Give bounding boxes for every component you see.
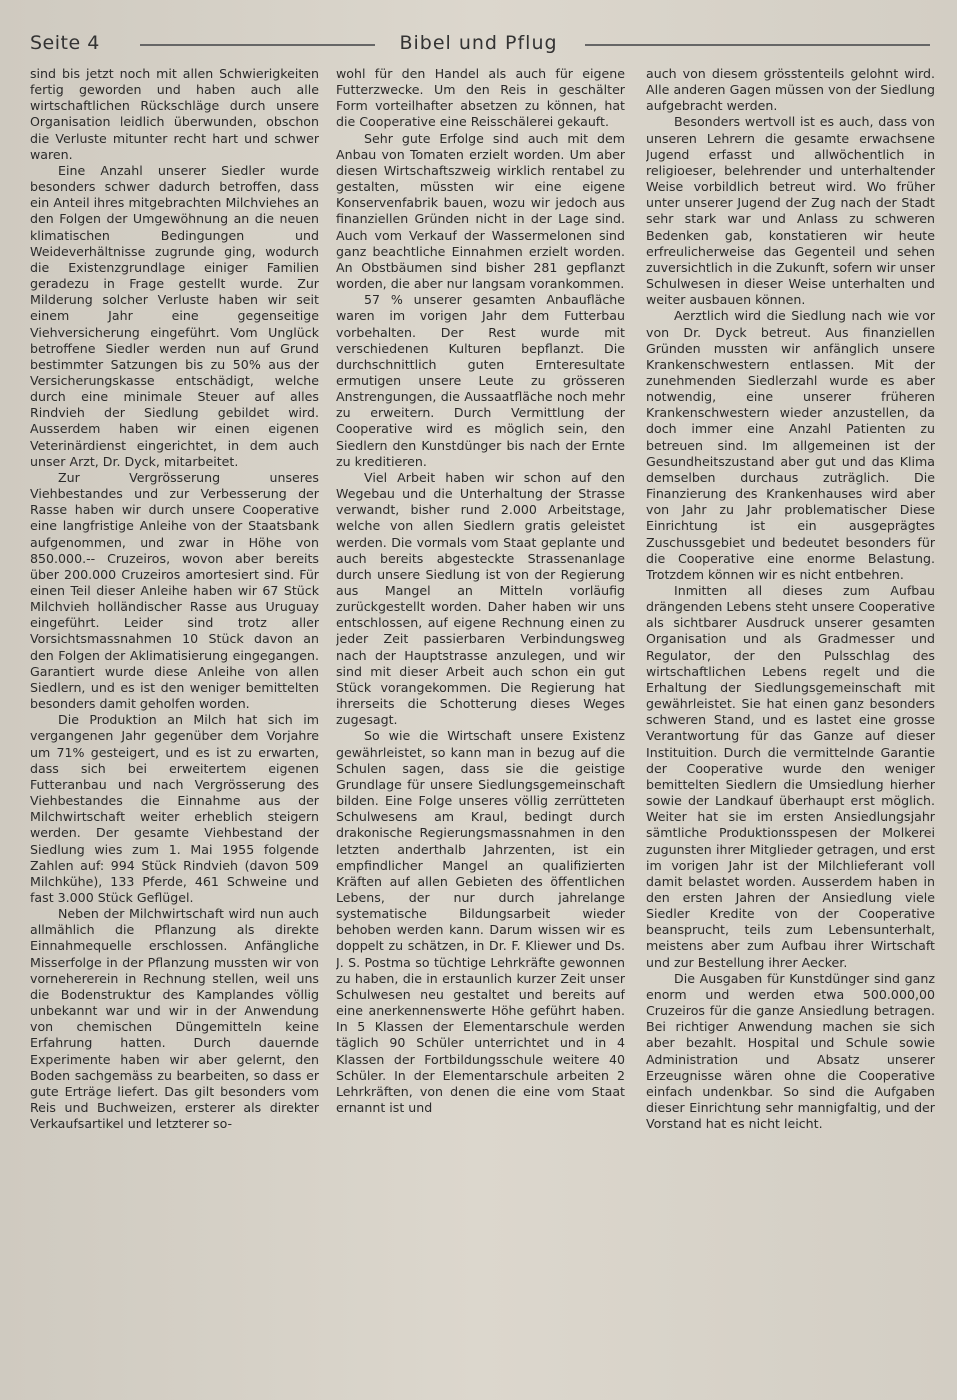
- text-column-1: [30, 66, 319, 1391]
- paragraph: Viel Arbeit haben wir schon auf den Wegebau und die Unterhaltung der Strasse verwandt, bisher rund 2.000 Arbeitstage, welche von allen Siedlern gratis geleistet werden. Die vormals vom Staat geplante und auch bereits abgesteckte Strassenanlage durch unsere Siedlung ist von der Regierung aus Mangel an Mitteln vorläufig zurückgestellt worden. Daher haben wir uns entschlossen, auf eigene Rechnung einen zu jeder Zeit passierbaren Verbindungsweg nach der Hauptstrasse anzulegen, und wir sind mit dieser Arbeit auch schon ein gut Stück vorangekommen. Die Regierung hat ihrerseits die Schotterung dieses Weges zugesagt.: [336, 469, 625, 728]
- publication-title: Bibel und Pflug: [399, 32, 558, 54]
- paragraph: So wie die Wirtschaft unsere Existenz gewährleistet, so kann man in bezug auf die Schulen sagen, dass sie die geistige Grundlage für unsere Siedlungsgemeinschaft bilden. Eine Folge unseres völlig zerrütteten Schulwesens am Kraul, bedingt durch drakonische Regierungsmassnahmen in den letzten anderthalb Jahrzenten, ist ein empfindlicher Mangel an qualifizierten Kräften auf allen Gebieten des öffentlichen Lebens, der nur durch jahrelange systematische Bildungsarbeit wieder behoben werden kann. Darum wissen wir es doppelt zu schätzen, in Dr. F. Kliewer und Ds. J. S. Postma so tüchtige Lehrkräfte gewonnen zu haben, die in erstaunlich kurzer Zeit unser Schulwesen neu gestaltet und bereits auf eine anerkennenswerte Höhe geführt haben. In 5 Klassen der Elementarschule werden täglich 90 Schüler unterrichtet und in 4 Klassen der Fortbildungsschule weitere 40 Schüler. In der Elementarschule arbeiten 2 Lehrkräften, von denen die eine vom Staat ernannt ist und: [336, 728, 625, 1115]
- paragraph: Aerztlich wird die Siedlung nach wie vor von Dr. Dyck betreut. Aus finanziellen Gründen mussten wir anfänglich unsere Krankenschwestern entlassen. Mit der zunehmenden Siedlerzahl wurde es aber notwendig, eine unserer früheren Krankenschwestern wieder anzustellen, da doch immer eine Anzahl Patienten zu betreuen sind. Im allgemeinen ist der Gesundheitszustand aber gut und das Klima demselben durchaus zuträglich. Die Finanzierung des Krankenhauses wird aber von Jahr zu Jahr problematischer Diese Einrichtung ist ein ausgeprägtes Zuschussgebiet und bedeutet besonders für die Cooperative eine enorme Belastung. Trotzdem können wir es nicht entbehren.: [646, 308, 935, 582]
- paragraph: sind bis jetzt noch mit allen Schwierigkeiten fertig geworden und haben auch alle wirtschaftlichen Rückschläge durch unsere Organisation leidlich überwunden, obschon die Verluste mitunter recht hart und schwer waren.: [30, 66, 319, 162]
- paragraph: auch von diesem grösstenteils gelohnt wird. Alle anderen Gagen müssen von der Siedlung aufgebracht werden.: [646, 66, 935, 114]
- paragraph: Inmitten all dieses zum Aufbau drängenden Lebens steht unsere Cooperative als sichtbarer Ausdruck unserer gesamten Organisation und als Gradmesser und Regulator, der den Pulsschlag des wirtschaftlichen Lebens regelt und die Erhaltung der Siedlungsgemeinschaft mit gewährleistet. Sie hat einen ganz besonders schweren Stand, und es lastet eine grosse Verantwortung für das Ganze auf dieser Instituition. Durch die vermittelnde Garantie der Cooperative wurde den weniger bemittelten Siedlern die Umsiedlung hierher sowie der Landkauf überhaupt erst möglich. Weiter hat sie im ersten Ansiedlungsjahr sämtliche Produktionsspesen der Molkerei zugunsten ihrer Mitglieder getragen, und erst im vorigen Jahr ist der Milchlieferant voll damit belastet worden. Ausserdem haben in den ersten Jahren der Ansiedlung viele Siedler Kredite von der Cooperative beansprucht, teils zum Lebensunterhalt, meistens aber zum Aufbau ihrer Wirtschaft und zur Bestellung ihrer Aecker.: [646, 583, 935, 970]
- page-number: Seite 4: [30, 32, 100, 54]
- header-rule-left: [140, 44, 375, 46]
- paragraph: Eine Anzahl unserer Siedler wurde besonders schwer dadurch betroffen, dass ein Anteil ihres mitgebrachten Milchviehes an den Folgen der Umgewöhnung an die neuen klimatischen Bedingungen und Weideverhältnisse zugrunde ging, wodurch die Existenzgrundlage einiger Familien geradezu in Frage gestellt wurde. Zur Milderung solcher Verluste haben wir seit einem Jahr eine gegenseitige Viehversicherung eingeführt. Vom Unglück betroffene Siedler werden nun auf Grund bestimmter Satzungen bis zu 50% aus der Versicherungskasse entschädigt, welche durch eine minimale Steuer auf alles Rindvieh der Siedlung gebildet wird. Ausserdem haben wir einen eigenen Veterinärdienst eingerichtet, in dem auch unser Arzt, Dr. Dyck, mitarbeitet.: [30, 162, 319, 469]
- text-column-3: [646, 66, 935, 1391]
- article-body: [30, 66, 935, 1391]
- text-column-2: [336, 66, 625, 1391]
- paragraph: Besonders wertvoll ist es auch, dass von unseren Lehrern die gesamte erwachsene Jugend erfasst und allwöchentlich in religioeser, belehrender und unterhaltender Weise vorbildlich betreut wird. Wo früher unter unserer Jugend der Zug nach der Stadt sehr stark war und Anlass zu schweren Bedenken gab, konstatieren wir heute erfreulicherweise das Gegenteil und sehen zuversichtlich in die Zukunft, sofern wir unser Schulwesen in dieser Weise unterhalten und weiter ausbauen können.: [646, 114, 935, 308]
- paragraph: Die Produktion an Milch hat sich im vergangenen Jahr gegenüber dem Vorjahre um 71% gesteigert, und es ist zu erwarten, dass sich bei erweitertem eigenen Futteranbau und nach Vergrösserung des Viehbestandes die Einnahme aus der Milchwirtschaft weiter erheblich steigern werden. Der gesamte Viehbestand der Siedlung wies zum 1. Mai 1955 folgende Zahlen auf: 994 Stück Rindvieh (davon 509 Milchkühe), 133 Pferde, 461 Schweine und fast 3.000 Stück Geflügel.: [30, 712, 319, 905]
- paragraph: 57 % unserer gesamten Anbaufläche waren im vorigen Jahr dem Futterbau vorbehalten. Der Rest wurde mit verschiedenen Kulturen bepflanzt. Die durchschnittlich guten Ernteresultate ermutigen unsere Leute zu grösseren Anstrengungen, die Aussaatfläche noch mehr zu erweitern. Durch Vermittlung der Cooperative wird es möglich sein, den Siedlern den Kunstdünger bis nach der Ernte zu kreditieren.: [336, 292, 625, 469]
- paragraph: Sehr gute Erfolge sind auch mit dem Anbau von Tomaten erzielt worden. Um aber diesen Wirtschaftszweig wirklich rentabel zu gestalten, müssten wir eine eigene Konservenfabrik bauen, wozu wir jedoch aus finanziellen Gründen nicht in der Lage sind. Auch vom Verkauf der Wassermelonen sind ganz beachtliche Einnahmen erzielt worden. An Obstbäumen sind bisher 281 gepflanzt worden, die aber nur langsam vorankommen.: [336, 130, 625, 292]
- paragraph: Neben der Milchwirtschaft wird nun auch allmählich die Pflanzung als direkte Einnahmequelle erschlossen. Anfängliche Misserfolge in der Pflanzung mussten wir von vornehererein in Rechnung stellen, weil uns die Bodenstruktur des Kamplandes völlig unbekannt war und wir in der Anwendung von chemischen Düngemitteln keine Erfahrung hatten. Durch dauernde Experimente haben wir aber gelernt, den Boden sachgemäss zu bearbeiten, so dass er gute Erträge liefert. Das gilt besonders vom Reis und Buchweizen, ersterer als direkter Verkaufsartikel und letzterer so-: [30, 906, 319, 1132]
- paragraph: Die Ausgaben für Kunstdünger sind ganz enorm und werden etwa 500.000,00 Cruzeiros für die ganze Ansiedlung betragen. Bei richtiger Anwendung machen sie sich aber bezahlt. Hospital und Schule sowie Administration und Absatz unserer Erzeugnisse wären ohne die Cooperative einfach undenkbar. So sind die Aufgaben dieser Einrichtung sehr mannigfaltig, und der Vorstand hat es nicht leicht.: [646, 970, 935, 1132]
- paragraph: wohl für den Handel als auch für eigene Futterzwecke. Um den Reis in geschälter Form vorteilhafter absetzen zu können, hat die Cooperative eine Reisschälerei gekauft.: [336, 66, 625, 130]
- paragraph: Zur Vergrösserung unseres Viehbestandes und zur Verbesserung der Rasse haben wir durch unsere Cooperative eine langfristige Anleihe von der Staatsbank aufgenommen, und zwar in Höhe von 850.000.-- Cruzeiros, wovon aber bereits über 200.000 Cruzeiros amortesiert sind. Für einen Teil dieser Anleihe haben wir 67 Stück Milchvieh holländischer Rasse aus Uruguay eingeführt. Leider sind trotz aller Vorsichtsmassnahmen 10 Stück davon an den Folgen der Aklimatisierung eingegangen. Garantiert wurde diese Anleihe von allen Siedlern, und es ist den weniger bemittelten besonders damit geholfen worden.: [30, 469, 319, 712]
- header-rule-right: [585, 44, 930, 46]
